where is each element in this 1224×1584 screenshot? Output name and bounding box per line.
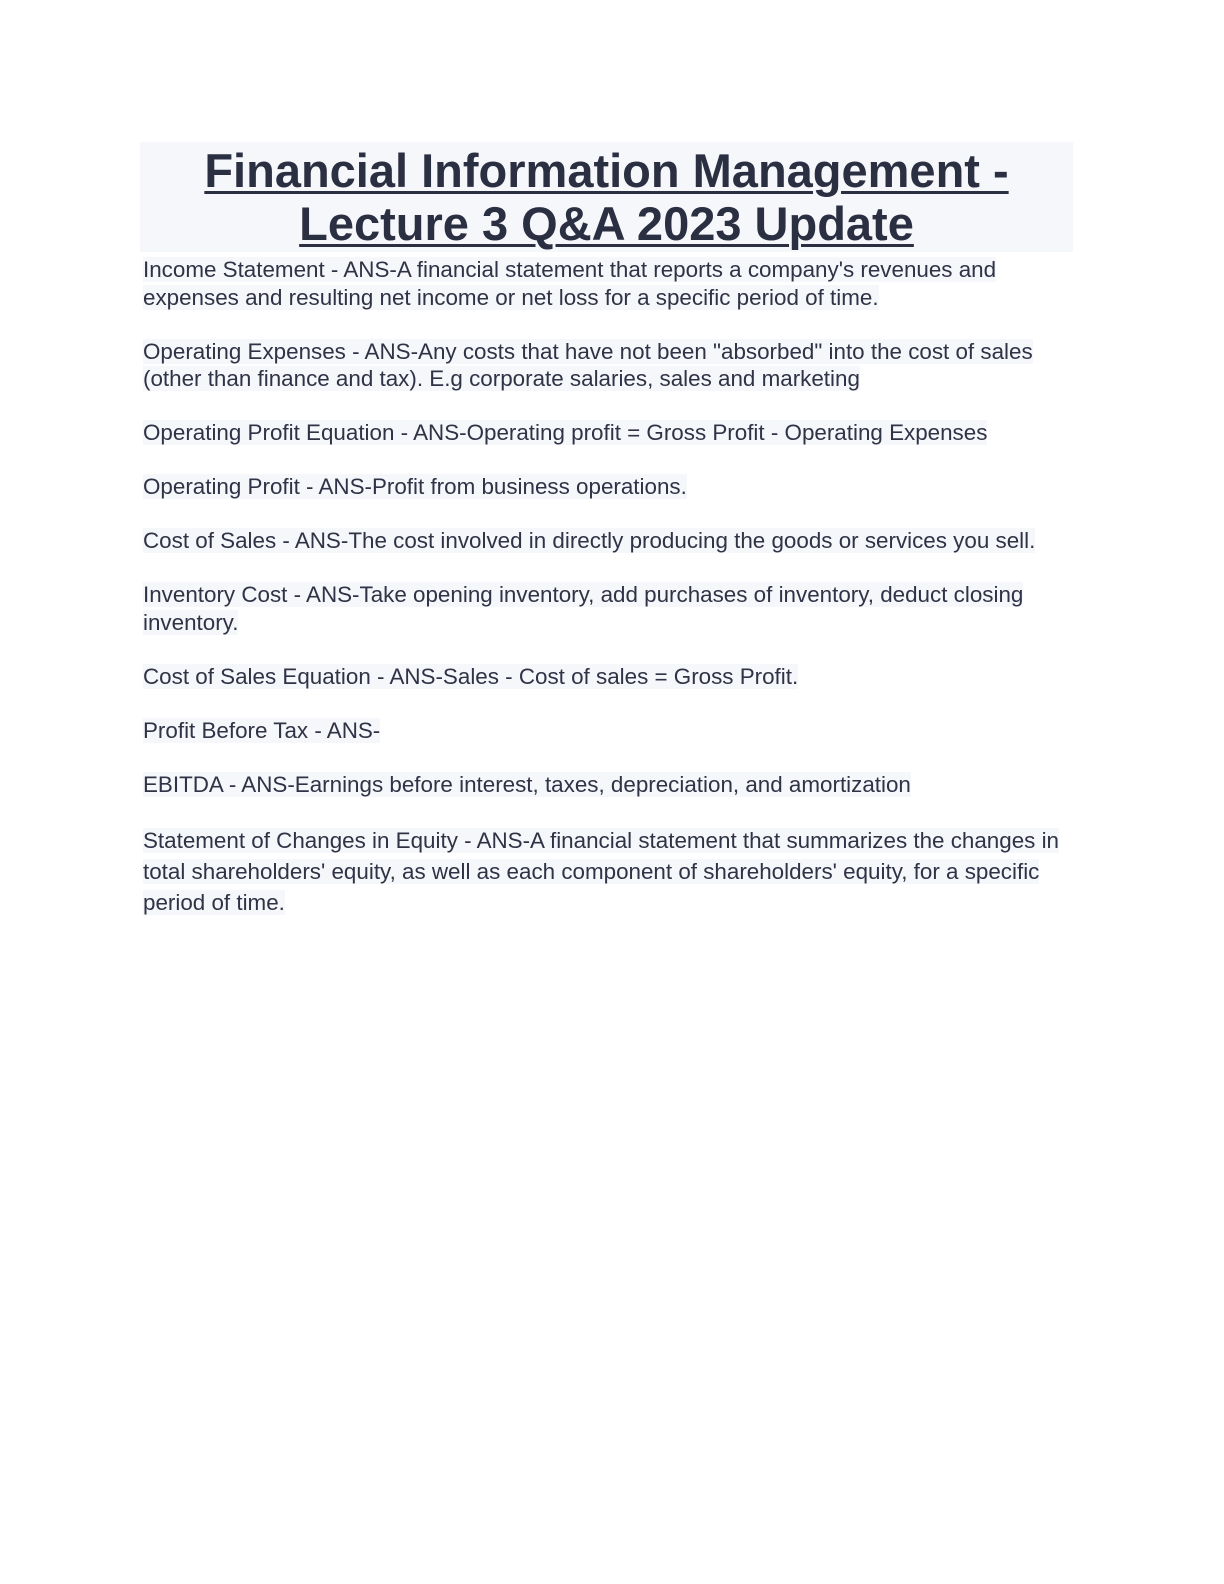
qa-item (143, 581, 1073, 636)
qa-text: EBITDA - ANS-Earnings before interest, taxes, depreciation, and amortization (143, 771, 911, 797)
qa-text: Operating Profit Equation - ANS-Operating profit = Gross Profit - Operating Expenses (143, 420, 988, 445)
qa-list (140, 256, 1073, 918)
qa-item (143, 338, 1073, 393)
qa-text: Cost of Sales - ANS-The cost involved in directly producing the goods or services you sell. (143, 528, 1036, 553)
qa-text: Income Statement - ANS-A financial statement that reports a company's revenues and expenses and resulting net income or net loss for a specific period of time. (143, 257, 997, 310)
qa-item (143, 256, 1073, 311)
qa-item (143, 419, 1073, 447)
qa-text: Statement of Changes in Equity - ANS-A financial statement that summarizes the changes in total shareholders' equity, as well as each component of shareholders' equity, for a specific period of time. (143, 827, 1060, 915)
title-line-2: Lecture 3 Q&A 2023 Update (299, 197, 914, 250)
qa-item (143, 771, 1073, 799)
qa-item (143, 473, 1073, 501)
qa-text: Inventory Cost - ANS-Take opening inventory, add purchases of inventory, deduct closing inventory. (143, 582, 1024, 635)
qa-text: Profit Before Tax - ANS- (143, 717, 381, 743)
title-line-1: Financial Information Management - (204, 144, 1009, 197)
qa-item (143, 663, 1073, 691)
qa-item (143, 717, 1073, 745)
qa-item (143, 825, 1073, 918)
qa-item (143, 527, 1073, 555)
qa-text: Operating Expenses - ANS-Any costs that have not been "absorbed" into the cost of sales (other than finance and tax). E.g corporate salaries, sales and marketing (143, 338, 1033, 391)
document-title (140, 142, 1073, 252)
qa-text: Cost of Sales Equation - ANS-Sales - Cost of sales = Gross Profit. (143, 663, 799, 689)
document-page (140, 142, 1073, 944)
qa-text: Operating Profit - ANS-Profit from business operations. (143, 474, 687, 499)
